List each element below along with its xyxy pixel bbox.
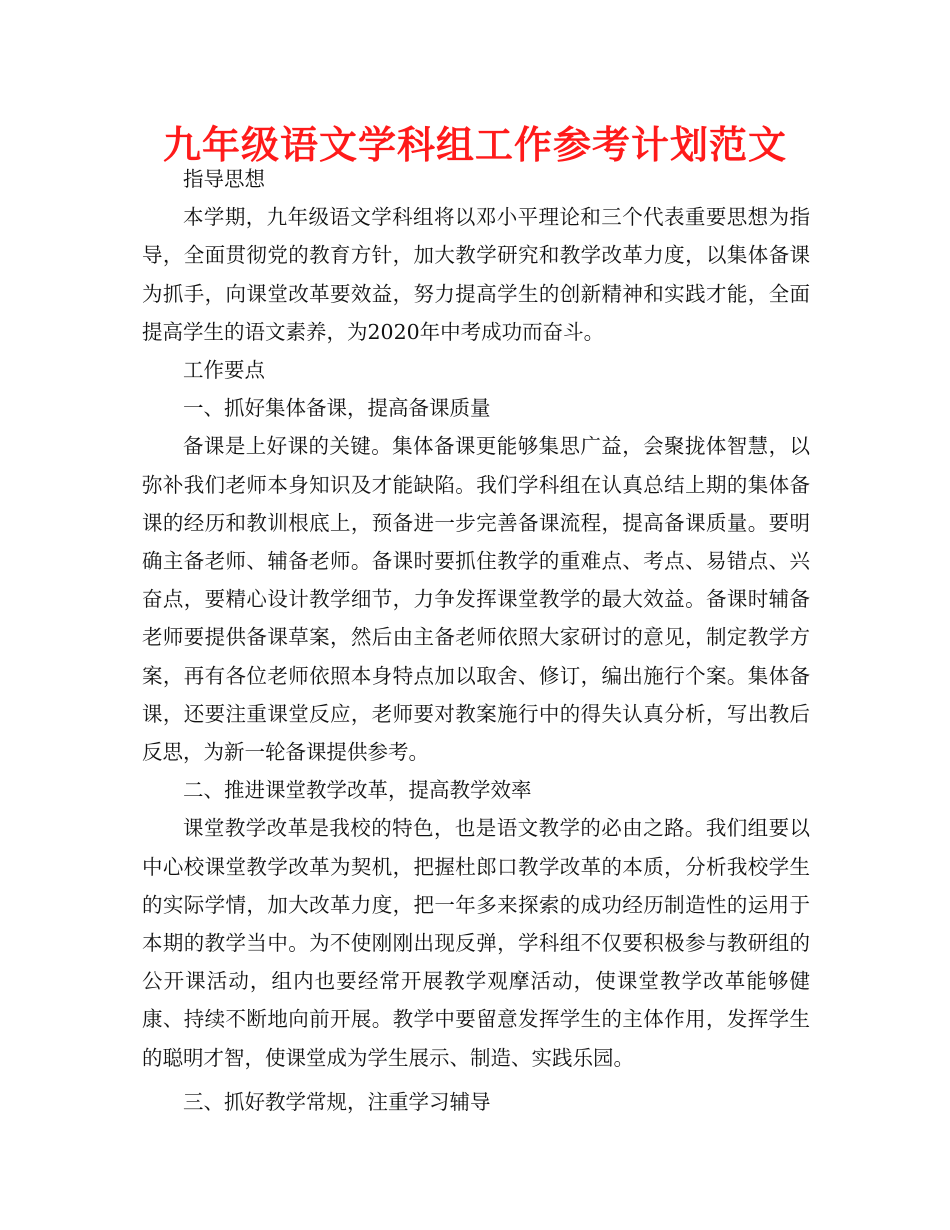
document-title: 九年级语文学科组工作参考计划范文 bbox=[162, 122, 787, 167]
heading-section-2: 二、推进课堂教学改革，提高教学效率 bbox=[183, 778, 532, 803]
heading-section-1: 一、抓好集体备课，提高备课质量 bbox=[183, 396, 491, 421]
heading-section-3: 三、抓好教学常规，注重学习辅导 bbox=[183, 1089, 491, 1114]
paragraph-guiding-thought: 本学期，九年级语文学科组将以邓小平理论和三个代表重要思想为指导，全面贯彻党的教育方针，加大教学研究和教学改革力度，以集体备课为抓手，向课堂改革要效益，努力提高学生的创新精神和实践才能，全面提高学生的语文素养，为2020年中考成功而奋斗。 bbox=[142, 205, 810, 344]
paragraph-section-1: 备课是上好课的关键。集体备课更能够集思广益，会聚拢体智慧，以弥补我们老师本身知识及才能缺陷。我们学科组在认真总结上期的集体备课的经历和教训根底上，预备进一步完善备课流程，提高备课质量。要明确主备老师、辅备老师。备课时要抓住教学的重难点、考点、易错点、兴奋点，要精心设计教学细节，力争发挥课堂教学的最大效益。备课时辅备老师要提供备课草案，然后由主备老师依照大家研讨的意见，制定教学方案，再有各位老师依照本身特点加以取舍、修订，编出施行个案。集体备课，还要注重课堂反应，老师要对教案施行中的得失认真分析，写出教后反思，为新一轮备课提供参考。 bbox=[142, 434, 810, 765]
paragraph-section-2: 课堂教学改革是我校的特色，也是语文教学的必由之路。我们组要以中心校课堂教学改革为契机，把握杜郎口教学改革的本质，分析我校学生的实际学情，加大改革力度，把一年多来探索的成功经历制造性的运用于本期的教学当中。为不使刚刚出现反弹，学科组不仅要积极参与教研组的公开课活动，组内也要经常开展教学观摩活动，使课堂教学改革能够健康、持续不断地向前开展。教学中要留意发挥学生的主体作用，发挥学生的聪明才智，使课堂成为学生展示、制造、实践乐园。 bbox=[142, 816, 810, 1070]
heading-work-points: 工作要点 bbox=[183, 358, 265, 383]
document-body bbox=[142, 160, 810, 1121]
heading-guiding-thought: 指导思想 bbox=[183, 167, 265, 191]
